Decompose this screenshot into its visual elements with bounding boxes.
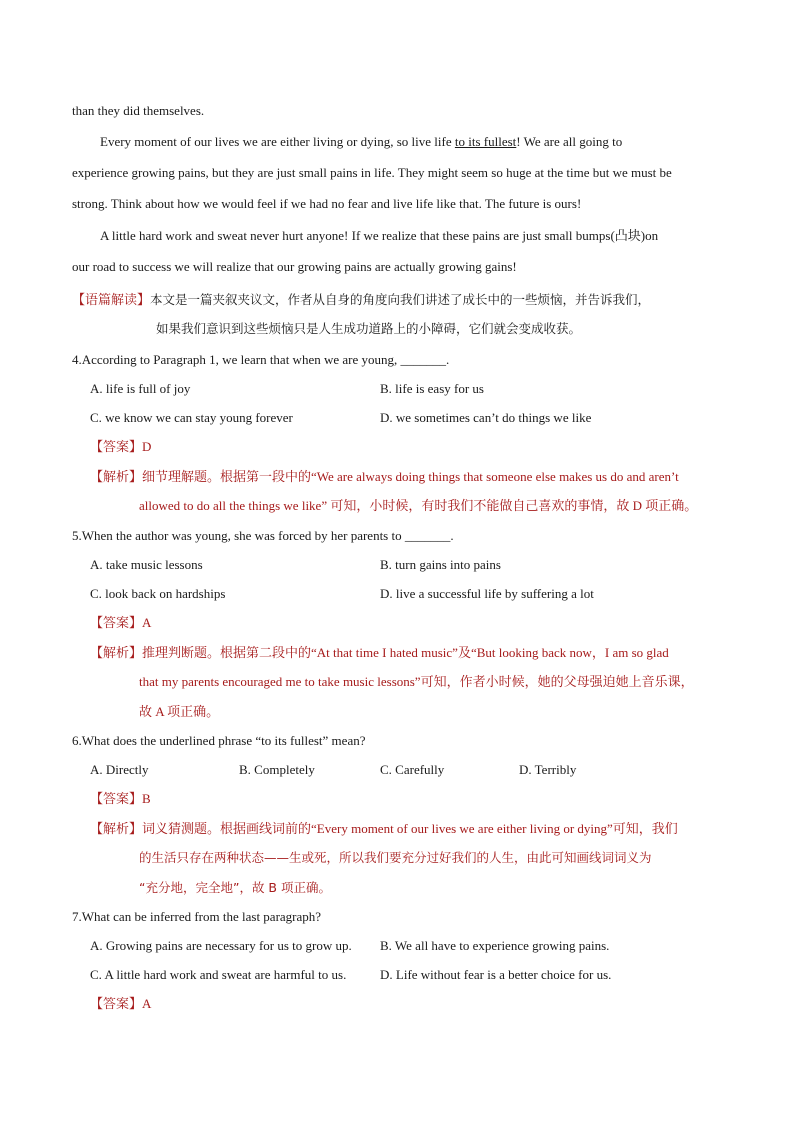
q6-explanation-quote: “充分地，完全地” — [139, 880, 240, 895]
q6-option-a: A. Directly — [90, 762, 149, 777]
q4-answer-value: D — [142, 439, 152, 454]
q4-explanation-text-1: 细节理解题。根据第一段中的“We are always doing things that someone else makes us do and aren’t — [142, 469, 679, 484]
q5-option-d: D. live a successful life by suffering a lot — [380, 586, 594, 601]
q5-stem: 5.When the author was young, she was forced by her parents to _______. — [72, 528, 454, 543]
q7-answer-tag: 【答案】 — [90, 997, 143, 1012]
q7-option-b: B. We all have to experience growing pains. — [380, 938, 610, 953]
q7-option-a: A. Growing pains are necessary for us to grow up. — [90, 938, 352, 953]
q5-answer-value: A — [142, 615, 152, 630]
q4-explanation-line-2: allowed to do all the things we like” 可知，小时候，有时我们不能做自己喜欢的事情，故 D 项正确。 — [139, 498, 698, 513]
q5-option-c: C. look back on hardships — [90, 586, 226, 601]
passage-line-2-post: ! We are all going to — [516, 134, 623, 149]
q6-option-b: B. Completely — [239, 762, 315, 777]
q4-explanation-line-1 — [90, 468, 679, 487]
passage-line-5: A little hard work and sweat never hurt anyone! If we realize that these pains are just small bumps(凸块)on — [100, 228, 659, 243]
q6-option-c: C. Carefully — [380, 762, 445, 777]
passage-line-6: our road to success we will realize that our growing pains are actually growing gains! — [72, 259, 517, 274]
q5-answer-tag: 【答案】 — [90, 616, 143, 631]
reading-note-text-1: 本文是一篇夹叙夹议文，作者从自身的角度向我们讲述了成长中的一些烦恼，并告诉我们， — [150, 292, 651, 307]
passage-line-1: than they did themselves. — [72, 103, 205, 118]
q5-explanation-line-3: 故 A 项正确。 — [139, 704, 220, 719]
q6-answer-value: B — [142, 791, 151, 806]
q5-option-a: A. take music lessons — [90, 557, 203, 572]
q5-explanation-line-2: that my parents encouraged me to take music lessons”可知，作者小时候，她的父母强迫她上音乐课， — [139, 674, 694, 689]
q7-answer — [90, 995, 151, 1014]
q4-answer-tag: 【答案】 — [90, 440, 143, 455]
reading-note-line-2: 如果我们意识到这些烦恼只是人生成功道路上的小障碍，它们就会变成收获。 — [156, 321, 582, 336]
q5-answer — [90, 614, 151, 633]
q7-option-d: D. Life without fear is a better choice for us. — [380, 967, 612, 982]
passage-line-3: experience growing pains, but they are just small pains in life. They might seem so huge at the time but we must be — [72, 165, 672, 180]
q4-option-b: B. life is easy for us — [380, 381, 484, 396]
q4-stem: 4.According to Paragraph 1, we learn that when we are young, _______. — [72, 352, 450, 367]
q7-option-c: C. A little hard work and sweat are harmful to us. — [90, 967, 347, 982]
q6-explanation-text-1: 词义猜测题。根据画线词前的“Every moment of our lives we are either living or dying”可知，我们 — [142, 821, 678, 836]
q4-explanation-tag: 【解析】 — [90, 470, 143, 485]
q6-explanation-line-1 — [90, 820, 678, 839]
passage-line-2 — [100, 133, 622, 151]
q6-explanation-tag: 【解析】 — [90, 822, 143, 837]
q4-option-d: D. we sometimes can’t do things we like — [380, 410, 592, 425]
q7-answer-value: A — [142, 996, 152, 1011]
q6-explanation-line-3 — [139, 879, 331, 897]
q5-explanation-line-1 — [90, 644, 669, 663]
q6-answer-tag: 【答案】 — [90, 792, 143, 807]
passage-line-2-pre: Every moment of our lives we are either living or dying, so live life — [100, 134, 455, 149]
q4-option-c: C. we know we can stay young forever — [90, 410, 293, 425]
reading-note-tag: 【语篇解读】 — [72, 293, 151, 308]
q4-option-a: A. life is full of joy — [90, 381, 191, 396]
q6-stem: 6.What does the underlined phrase “to its fullest” mean? — [72, 733, 366, 748]
q5-explanation-text-1: 推理判断题。根据第二段中的“At that time I hated music”及“But looking back now，I am so glad — [142, 645, 669, 660]
q6-explanation-text-3: ，故 B 项正确。 — [239, 880, 331, 895]
passage-line-4: strong. Think about how we would feel if we had no fear and live life like that. The future is ours! — [72, 196, 582, 211]
q7-stem: 7.What can be inferred from the last paragraph? — [72, 909, 322, 924]
reading-note-line-1 — [72, 291, 650, 310]
q5-explanation-tag: 【解析】 — [90, 646, 143, 661]
q4-answer — [90, 438, 151, 457]
q6-answer — [90, 790, 151, 809]
q5-option-b: B. turn gains into pains — [380, 557, 501, 572]
q6-explanation-line-2: 的生活只存在两种状态——生或死，所以我们要充分过好我们的人生，由此可知画线词词义为 — [139, 850, 652, 865]
underlined-phrase: to its fullest — [454, 134, 517, 149]
q6-option-d: D. Terribly — [519, 762, 577, 777]
